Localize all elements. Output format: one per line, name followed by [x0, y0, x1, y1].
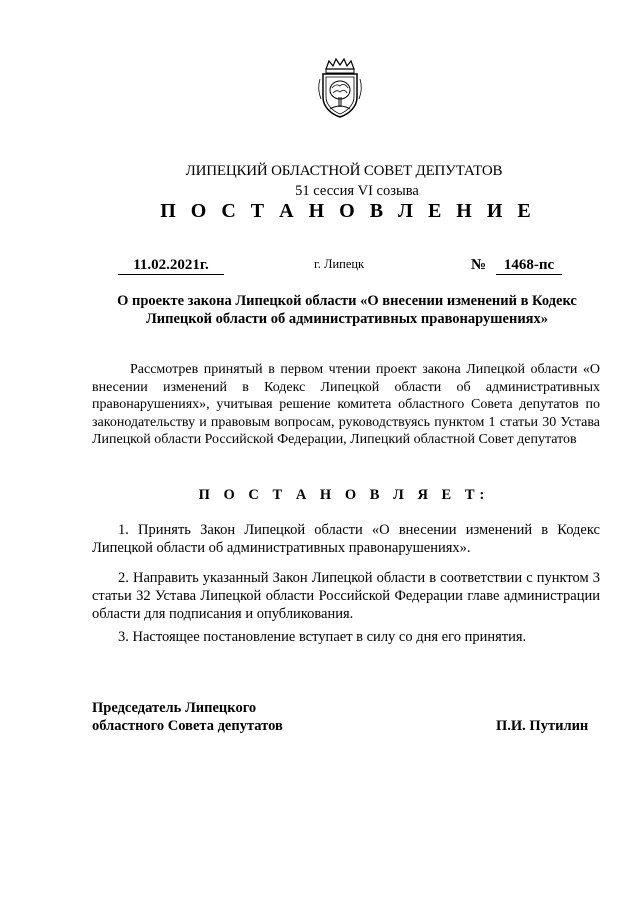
council-name: ЛИПЕЦКИЙ ОБЛАСТНОЙ СОВЕТ ДЕПУТАТОВ — [185, 163, 503, 179]
decree-item: 2. Направить указанный Закон Липецкой области в соответствии с пунктом 3 статьи 32 Устава Липецкой области Российской Федерации главе администрации области для подписания и опубликования. — [92, 570, 600, 622]
coat-of-arms-icon — [316, 57, 364, 119]
decree-item: 1. Принять Закон Липецкой области «О внесении изменений в Кодекс Липецкой области об административных правонарушениях». — [92, 522, 600, 556]
document-subject — [92, 292, 602, 328]
signatory-position — [92, 699, 283, 735]
subject-line: Липецкой области об административных правонарушениях» — [145, 311, 549, 327]
decree-heading: П О С Т А Н О В Л Я Е Т: — [198, 487, 490, 503]
position-line: Председатель Липецкого — [92, 700, 257, 716]
subject-line: О проекте закона Липецкой области «О внесении изменений в Кодекс — [117, 293, 577, 309]
number-label: № — [471, 257, 487, 273]
document-number: 1468-пс — [496, 257, 562, 275]
document-title: П О С Т А Н О В Л Е Н И Е — [160, 200, 536, 222]
document-date: 11.02.2021г. — [118, 257, 224, 275]
session-info: 51 сессия VI созыва — [295, 183, 419, 199]
position-line: областного Совета депутатов — [92, 718, 283, 734]
preamble-paragraph: Рассмотрев принятый в первом чтении проект закона Липецкой области «О внесении изменений в Кодекс Липецкой области об административных правонарушениях», учитывая решение комитета областного Совета депутатов по законодательству и правовым вопросам, руководствуясь пунктом 1 статьи 30 Устава Липецкой области Российской Федерации, Липецкий областной Совет депутатов — [92, 362, 600, 447]
document-city: г. Липецк — [314, 257, 365, 271]
signatory-name: П.И. Путилин — [496, 718, 589, 734]
decree-item: 3. Настоящее постановление вступает в силу со дня его принятия. — [118, 629, 527, 645]
